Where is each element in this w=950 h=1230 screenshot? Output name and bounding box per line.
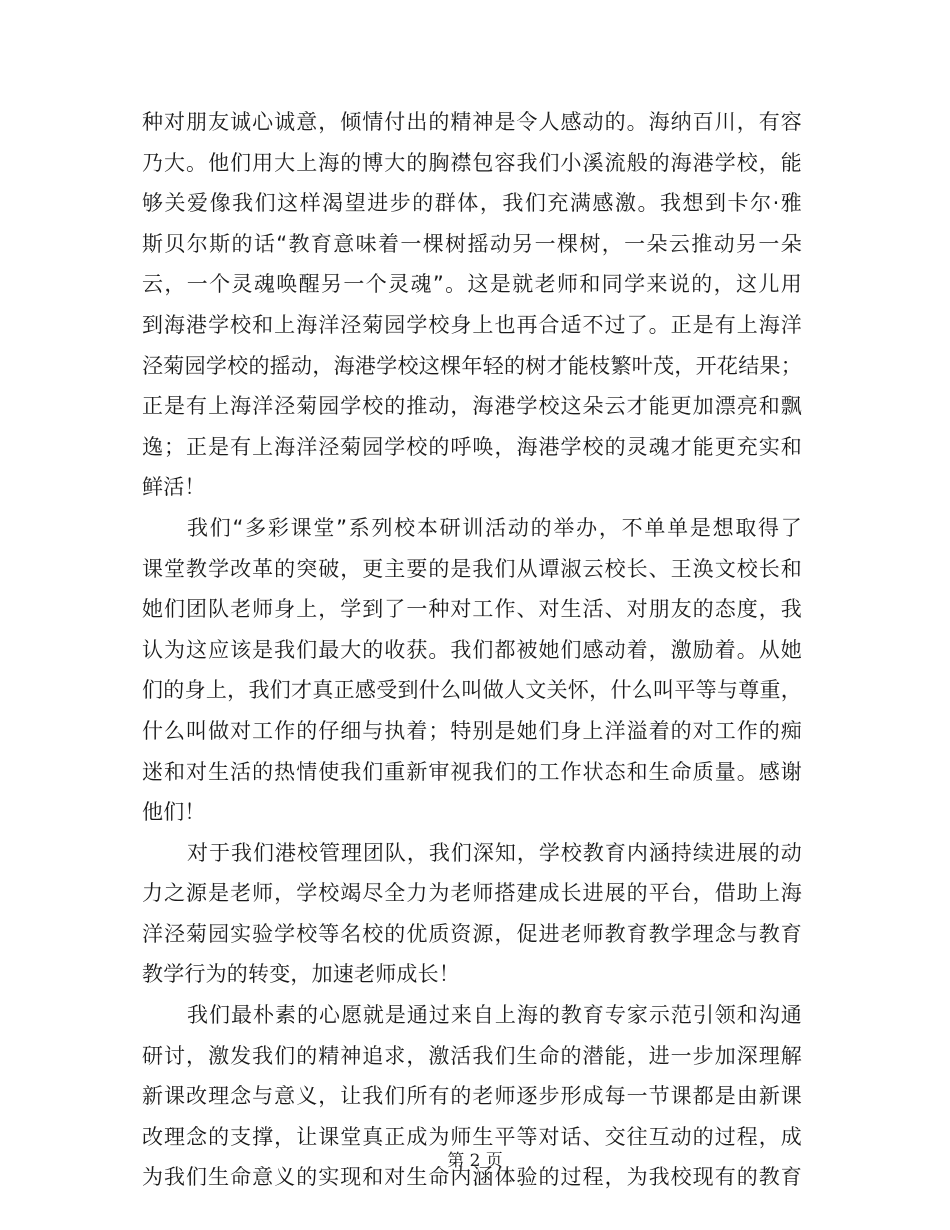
text-line: 力之源是老师，学校竭尽全力为老师搭建成长进展的平台，借助上海 [142,881,802,906]
text-line: 斯贝尔斯的话“教育意味着一棵树摇动另一棵树，一朵云推动另一朵 [142,231,802,256]
text-line: 课堂教学改革的突破，更主要的是我们从谭淑云校长、王涣文校长和 [142,556,802,581]
text-line: 逸；正是有上海洋泾菊园学校的呼唤，海港学校的灵魂才能更充实和 [142,434,802,459]
text-line: 他们！ [142,800,206,825]
text-line: 鲜活！ [142,475,206,500]
text-line: 认为这应该是我们最大的收获。我们都被她们感动着，激励着。从她 [142,637,802,662]
text-line: 什么叫做对工作的仔细与执着；特别是她们身上洋溢着的对工作的痴 [142,718,802,743]
text-line: 研讨，激发我们的精神追求，激活我们生命的潜能，进一步加深理解 [142,1043,802,1068]
text-line: 洋泾菊园实验学校等名校的优质资源，促进老师教育教学理念与教育 [142,921,802,946]
text-line: 迷和对生活的热情使我们重新审视我们的工作状态和生命质量。感谢 [142,759,802,784]
page-number: 第 2 页 [447,1151,503,1171]
body-text [142,102,802,1198]
text-line: 她们团队老师身上，学到了一种对工作、对生活、对朋友的态度，我 [142,597,802,622]
text-line: 乃大。他们用大上海的博大的胸襟包容我们小溪流般的海港学校，能 [142,150,802,175]
text-line: 教学行为的转变，加速老师成长！ [142,962,460,987]
paragraph-first-line: 对于我们港校管理团队，我们深知，学校教育内涵持续进展的动 [187,840,802,865]
text-line: 正是有上海洋泾菊园学校的推动，海港学校这朵云才能更加漂亮和飘 [142,394,802,419]
text-line: 改理念的支撑，让课堂真正成为师生平等对话、交往互动的过程，成 [142,1124,802,1149]
text-line: 新课改理念与意义，让我们所有的老师逐步形成每一节课都是由新课 [142,1084,802,1109]
text-line: 到海港学校和上海洋泾菊园学校身上也再合适不过了。正是有上海洋 [142,312,802,337]
paragraph-first-line: 我们“多彩课堂”系列校本研训活动的举办，不单单是想取得了 [187,515,802,540]
paragraph-first-line: 我们最朴素的心愿就是通过来自上海的教育专家示范引领和沟通 [187,1003,802,1028]
text-line: 泾菊园学校的摇动，海港学校这棵年轻的树才能枝繁叶茂，开花结果； [142,353,802,378]
text-line: 种对朋友诚心诚意，倾情付出的精神是令人感动的。海纳百川，有容 [142,110,802,134]
text-line: 们的身上，我们才真正感受到什么叫做人文关怀，什么叫平等与尊重， [142,678,802,703]
text-line: 够关爱像我们这样渴望进步的群体，我们充满感激。我想到卡尔·雅 [142,191,802,216]
text-line: 为我们生命意义的实现和对生命内涵体验的过程，为我校现有的教育 [142,1165,802,1190]
text-line: 云，一个灵魂唤醒另一个灵魂”。这是就老师和同学来说的，这儿用 [142,272,802,297]
